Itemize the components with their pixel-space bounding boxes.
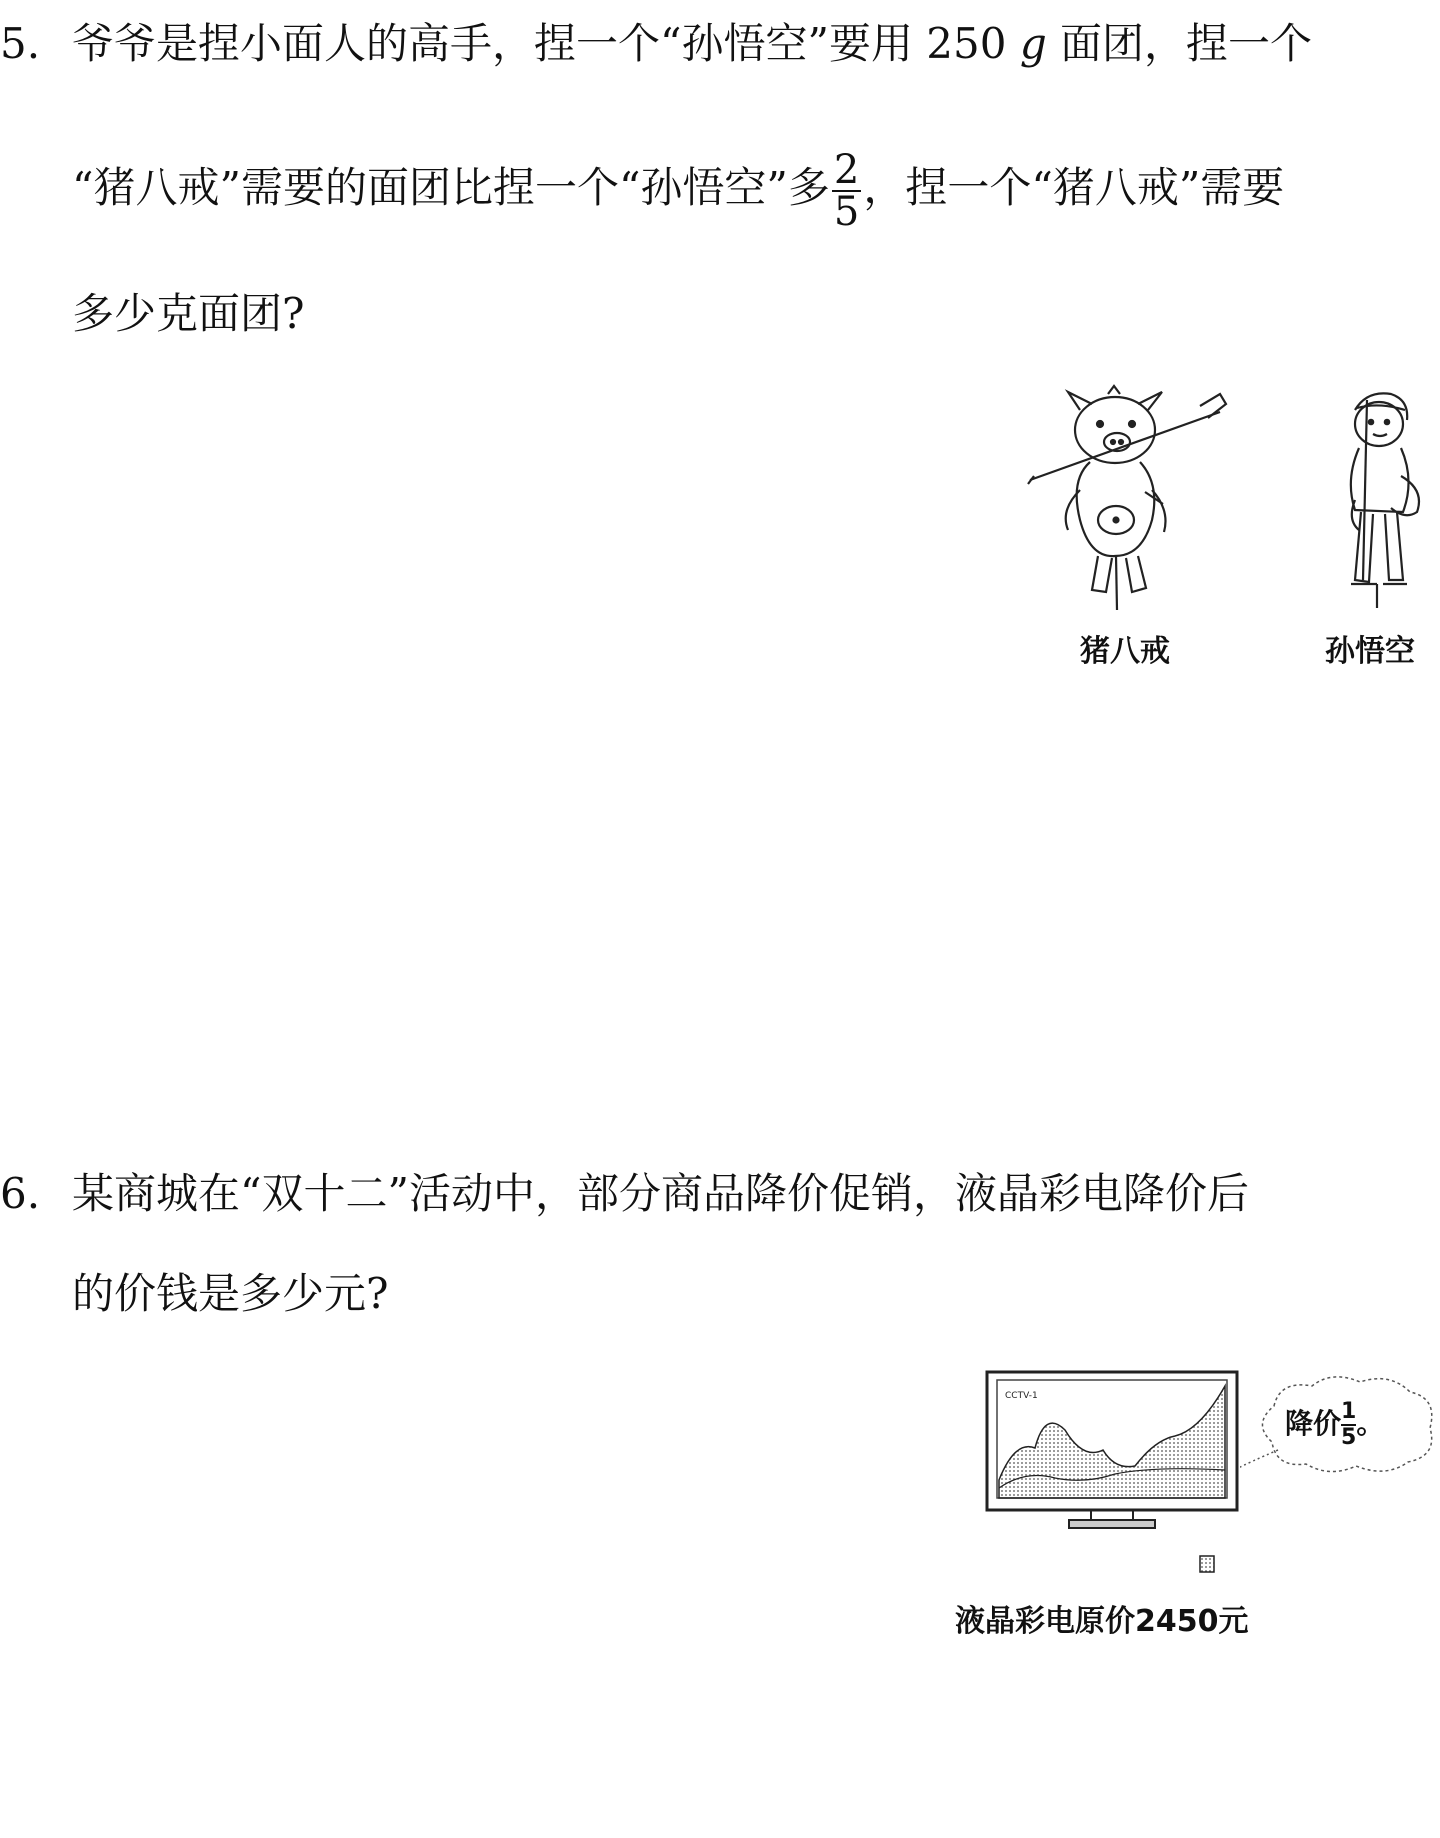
lcd-tv-illustration	[985, 1370, 1245, 1580]
pig-figurine-illustration	[1020, 380, 1230, 610]
caption-sunwukong: 孙悟空	[1325, 634, 1415, 669]
tv-screen-label: CCTV-1	[1005, 1391, 1038, 1401]
q6-line1	[0, 1168, 1249, 1220]
bubble-prefix: 降价	[1285, 1407, 1342, 1440]
q5-line2-text-a: “猪八戒”需要的面团比捏一个“孙悟空”多	[72, 163, 830, 212]
q5-line1-text-b: 面团，捏一个	[1046, 19, 1313, 68]
bubble-fraction-numerator: 1	[1341, 1399, 1357, 1424]
q6-line1-text: 某商城在“双十二”活动中，部分商品降价促销，液晶彩电降价后	[72, 1169, 1249, 1218]
bubble-suffix: 。	[1356, 1407, 1385, 1440]
caption-tv-price: 液晶彩电原价2450元	[955, 1604, 1249, 1639]
q5-fraction-denominator: 5	[833, 189, 860, 235]
q5-line1	[0, 18, 1312, 70]
caption-zhubajie: 猪八戒	[1080, 634, 1170, 669]
q5-line2	[72, 147, 1285, 235]
q5-line3-text: 多少克面团?	[72, 289, 305, 338]
q5-fraction	[832, 147, 861, 235]
q5-line3	[72, 288, 305, 340]
q6-line2	[72, 1268, 389, 1320]
q5-number: 5.	[0, 19, 41, 68]
q5-line2-text-b: ，捏一个“猪八戒”需要	[863, 163, 1285, 212]
monkey-king-figurine-illustration	[1325, 380, 1435, 610]
q6-line2-text: 的价钱是多少元?	[72, 1269, 389, 1318]
bubble-fraction	[1341, 1400, 1356, 1450]
bubble-text	[1285, 1400, 1384, 1450]
q5-fraction-numerator: 2	[833, 147, 860, 193]
bubble-fraction-denominator: 5	[1341, 1425, 1357, 1450]
q6-number: 6.	[0, 1169, 41, 1218]
q5-unit: g	[1019, 19, 1047, 68]
q5-line1-text-a: 爷爷是捏小面人的高手，捏一个“孙悟空”要用 250	[72, 19, 1020, 68]
